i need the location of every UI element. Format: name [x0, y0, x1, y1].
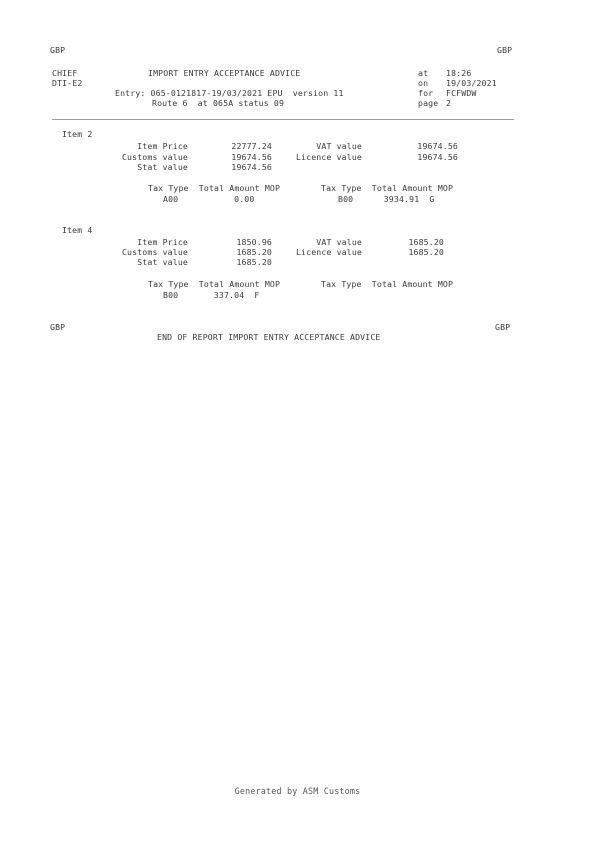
date-value: 19/03/2021 [446, 78, 497, 88]
end-of-report: END OF REPORT IMPORT ENTRY ACCEPTANCE ADVICE [157, 332, 381, 342]
terminal-id: DTI-E2 [52, 78, 83, 88]
customs-value: 1685.20 [236, 247, 272, 257]
page-label: page [418, 98, 439, 108]
tax-header-right: Tax Type Total Amount MOP [321, 183, 454, 193]
tax-row: B00 3934.91 G [338, 194, 435, 204]
end-currency-right: GBP [495, 322, 511, 332]
customs-value: 19674.56 [231, 152, 272, 162]
stat-value-label: Stat value [137, 162, 188, 172]
licence-value-label: Licence value [295, 247, 362, 257]
licence-value: 1685.20 [408, 247, 444, 257]
customs-value-label: Customs value [121, 247, 188, 257]
vat-value: 1685.20 [408, 237, 444, 247]
vat-value-label: VAT value [316, 237, 362, 247]
tax-row: A00 0.00 [163, 194, 255, 204]
item-price-value: 22777.24 [231, 141, 272, 151]
route-line: Route 6 at 065A status 09 [152, 98, 285, 108]
customs-value-label: Customs value [121, 152, 188, 162]
currency-code-left: GBP [50, 45, 66, 55]
for-label: for [418, 88, 434, 98]
item-price-label: Item Price [137, 141, 188, 151]
tax-header-left: Tax Type Total Amount MOP [148, 183, 281, 193]
entry-line: Entry: 065-0121817-19/03/2021 EPU version 11 [115, 88, 344, 98]
vat-value: 19674.56 [417, 141, 458, 151]
item-title: Item 2 [62, 129, 93, 139]
header-divider [52, 119, 514, 120]
stat-value: 19674.56 [231, 162, 272, 172]
stat-value-label: Stat value [137, 257, 188, 267]
tax-row: B00 337.04 F [163, 290, 260, 300]
tax-header-right: Tax Type Total Amount MOP [321, 279, 454, 289]
licence-value-label: Licence value [295, 152, 362, 162]
for-value: FCFWDW [446, 88, 477, 98]
page-number: 2 [446, 98, 452, 108]
item-title: Item 4 [62, 225, 93, 235]
at-label: at [418, 68, 429, 78]
stat-value: 1685.20 [236, 257, 272, 267]
currency-code-right: GBP [497, 45, 513, 55]
licence-value: 19674.56 [417, 152, 458, 162]
vat-value-label: VAT value [316, 141, 362, 151]
tax-header-left: Tax Type Total Amount MOP [148, 279, 281, 289]
system-id: CHIEF [52, 68, 78, 78]
report-title: IMPORT ENTRY ACCEPTANCE ADVICE [148, 68, 301, 78]
item-price-value: 1850.96 [236, 237, 272, 247]
generated-by-footer: Generated by ASM Customs [234, 786, 361, 796]
on-label: on [418, 78, 429, 88]
item-price-label: Item Price [137, 237, 188, 247]
end-currency-left: GBP [50, 322, 66, 332]
time-value: 18:26 [446, 68, 472, 78]
